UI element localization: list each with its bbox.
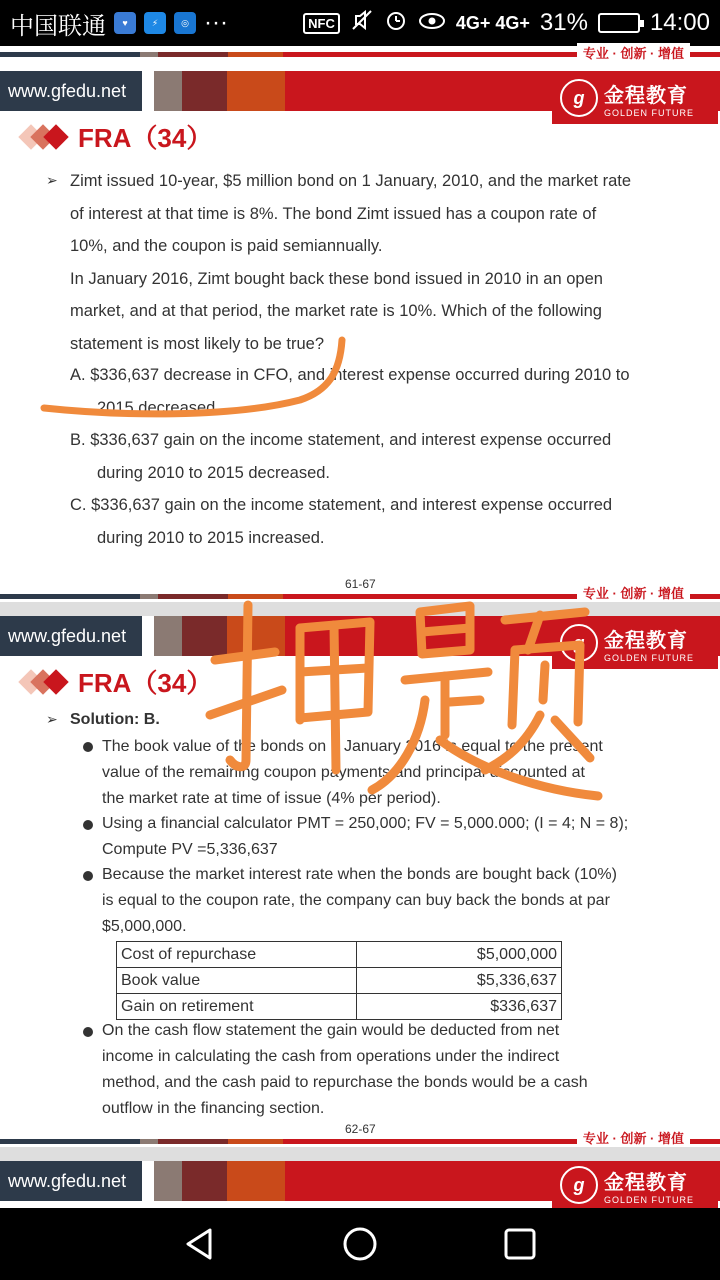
back-icon [180, 1224, 220, 1264]
nfc-icon: NFC [303, 13, 340, 34]
slide-divider [0, 1147, 720, 1161]
eye-comfort-icon [418, 9, 446, 38]
flash-app-icon: ⚡ [144, 12, 166, 34]
clock: 14:00 [649, 9, 710, 36]
home-button[interactable] [330, 1214, 390, 1274]
solution-label: Solution: B. [70, 711, 160, 728]
logo-cn: 金程教育 [604, 629, 688, 652]
slide-0-footer [0, 46, 720, 60]
table-row: Cost of repurchase $5,000,000 [117, 942, 562, 968]
bullet-dot [83, 742, 93, 752]
slogan: 专业 · 创新 · 增值 [577, 1128, 690, 1147]
site-url: www.gfedu.net [0, 616, 142, 656]
site-url: www.gfedu.net [0, 71, 142, 111]
arrow-bullet-icon: ➢ [46, 172, 58, 188]
table-row: Book value $5,336,637 [117, 968, 562, 994]
slide-title-text: FRA（34） [78, 123, 213, 153]
slide-2-footer [0, 1133, 720, 1147]
more-notifications-icon: ··· [204, 9, 228, 36]
site-url: www.gfedu.net [0, 1161, 142, 1201]
recents-button[interactable] [490, 1214, 550, 1274]
slogan: 专业 · 创新 · 增值 [577, 43, 690, 62]
table-row: Gain on retirement $336,637 [117, 994, 562, 1020]
status-bar [0, 0, 720, 46]
slogan: 专业 · 创新 · 增值 [577, 583, 690, 602]
health-app-icon: ♥ [114, 12, 136, 34]
bullet-dot [83, 871, 93, 881]
carrier-label: 中国联通 [10, 12, 106, 40]
option-a: A. $336,637 decrease in CFO, and interest expense occurred during 2010 to [70, 366, 630, 384]
bullet-dot [83, 1027, 93, 1037]
golden-future-logo [552, 72, 718, 124]
logo-seal-icon: g [560, 79, 598, 117]
options-list: A. $336,637 decrease in CFO, and interest expense occurred during 2010 to 2015 decreased. B. $336,637 gain on the income statement, and interest expense occurred during 2010 to 2015 decreased. C. $336,637 gain on the income statement, and interest expense occurred during 2010 to 2015 increased. [70, 359, 710, 554]
diamonds-icon [20, 669, 72, 695]
battery-percent: 31% [539, 9, 588, 36]
logo-seal-icon: g [560, 1166, 598, 1204]
browser-app-icon: ◎ [174, 12, 196, 34]
slide-1-footer [0, 588, 720, 602]
solution-bullet-2: Using a financial calculator PMT = 250,000; FV = 5,000.000; (I = 4; N = 8); Compute PV =5,336,637 [102, 815, 629, 858]
home-icon [340, 1224, 380, 1264]
mute-icon [350, 8, 374, 39]
alarm-icon [384, 8, 408, 39]
network-signal-icon: 4G+ 4G+ [455, 12, 530, 33]
logo-en: GOLDEN FUTURE [604, 652, 695, 663]
option-b: B. $336,637 gain on the income statement, and interest expense occurred [70, 431, 612, 449]
slide-divider [0, 602, 720, 616]
repurchase-table [116, 941, 562, 1020]
slide-title [20, 663, 212, 700]
logo-seal-icon: g [560, 624, 598, 662]
battery-icon [598, 13, 640, 33]
solution-bullet-3: Because the market interest rate when the bonds are bought back (10%) is equal to the coupon rate, the company can buy back the bonds at par $5,000,000. [102, 866, 617, 935]
logo-en: GOLDEN FUTURE [604, 1194, 695, 1205]
solution-bullet-1: The book value of the bonds on 1 January 2016 is equal to the present value of the remaining coupon payments and principal discounted at the market rate at time of issue (4% per period). [102, 738, 603, 807]
navigation-bar [0, 1208, 720, 1280]
arrow-bullet-icon: ➢ [46, 711, 58, 727]
logo-cn: 金程教育 [604, 84, 688, 107]
logo-cn: 金程教育 [604, 1171, 688, 1194]
solution-bullet-4: On the cash flow statement the gain would be deducted from net income in calculating the cash from operations under the indirect method, and the cash paid to repurchase the bonds would be a cash outflow in the financing section. [102, 1022, 588, 1117]
slide-title [20, 118, 212, 155]
page-number: 62-67 [345, 1122, 376, 1136]
diamonds-icon [20, 124, 72, 150]
back-button[interactable] [170, 1214, 230, 1274]
logo-en: GOLDEN FUTURE [604, 107, 695, 118]
page-number: 61-67 [345, 577, 376, 591]
bullet-dot [83, 820, 93, 830]
golden-future-logo [552, 1162, 718, 1208]
option-c: C. $336,637 gain on the income statement, and interest expense occurred [70, 496, 613, 514]
slide-title-text: FRA（34） [78, 668, 213, 698]
recents-icon [500, 1224, 540, 1264]
question-text: Zimt issued 10-year, $5 million bond on 1 January, 2010, and the market rate of interest at that time is 8%. The bond Zimt issued has a coupon rate of 10%, and the coupon is paid semiannually. In January 2016, Zimt bought back these bond issued in 2010 in an open market, and at that period, the market rate is 10%. Which of the following statement is most likely to be true? [70, 172, 632, 353]
golden-future-logo [552, 617, 718, 669]
